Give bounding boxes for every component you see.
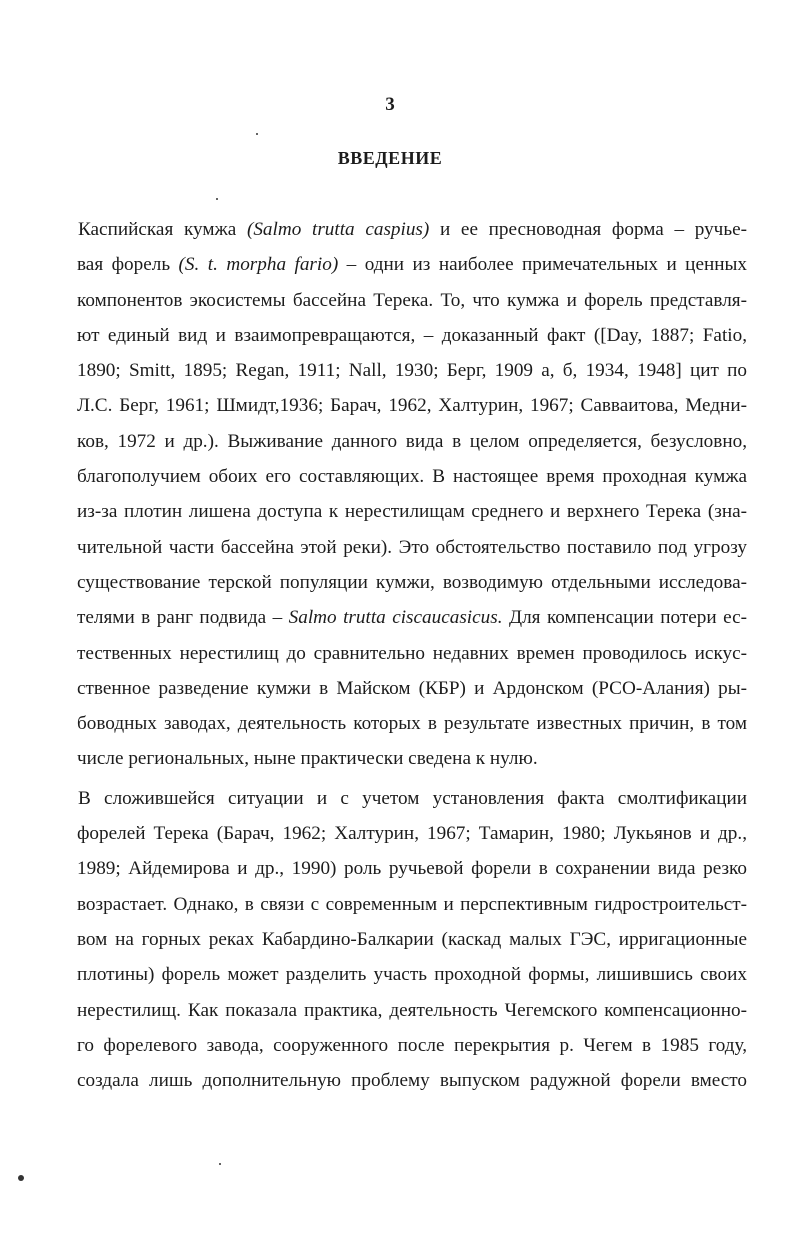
scan-speck <box>216 198 218 200</box>
paragraph-2 <box>77 781 747 1099</box>
text-line: вом на горных реках Кабардино-Балкарии (каскад малых ГЭС, ирригационные <box>77 928 747 950</box>
text-line: возрастает. Однако, в связи с современным и перспективным гидростроительст- <box>77 893 747 915</box>
text-line: компонентов экосистемы бассейна Терека. То, что кумжа и форель представля- <box>77 289 747 311</box>
text-line: ственное разведение кумжи в Майском (КБР) и Ардонском (РСО-Алания) ры- <box>77 677 747 699</box>
scan-speck <box>18 1175 24 1181</box>
page-number: 3 <box>385 94 395 115</box>
species-name: (Salmo trutta caspius) <box>246 219 430 240</box>
section-heading: ВВЕДЕНИЕ <box>337 148 443 168</box>
text-line: го форелевого завода, сооруженного после перекрытия р. Чегем в 1985 году, <box>77 1034 747 1056</box>
text-line: плотины) форель может разделить участь проходной формы, лишившись своих <box>77 964 747 986</box>
species-name: Salmo trutta ciscaucasicus. <box>288 607 503 629</box>
text-line: из-за плотин лишена доступа к нерестилищам среднего и верхнего Терека (зна- <box>77 501 747 523</box>
species-name: (S. t. morpha fario) <box>178 254 339 276</box>
text-line: боводных заводах, деятельность которых в результате известных причин, в том <box>77 713 747 735</box>
text-line: ков, 1972 и др.). Выживание данного вида в целом определяется, безусловно, <box>77 430 747 452</box>
paragraph-1 <box>77 212 747 777</box>
text-line: существование терской популяции кумжи, возводимую отдельными исследова- <box>77 571 747 593</box>
scan-speck <box>256 133 258 135</box>
text-line: нерестилищ. Как показала практика, деятельность Чегемского компенсационно- <box>77 999 747 1021</box>
text-line: тественных нерестилищ до сравнительно недавних времен проводилось искус- <box>77 642 747 664</box>
text-line: В сложившейся ситуации и с учетом установления факта смолтификации <box>78 787 747 809</box>
text-line: форелей Терека (Барач, 1962; Халтурин, 1967; Тамарин, 1980; Лукьянов и др., <box>77 823 747 845</box>
text-line: Каспийская кумжа (Salmo trutta caspius) и ее пресноводная форма – ручье- <box>78 219 747 240</box>
text-line: вая форель (S. t. morpha fario) – одни из наиболее примечательных и ценных <box>77 254 747 276</box>
text-line: телями в ранг подвида – Salmo trutta ciscaucasicus. Для компенсации потери ес- <box>77 607 748 629</box>
text-line: чительной части бассейна этой реки). Это обстоятельство поставило под угрозу <box>77 536 747 558</box>
body-text <box>77 212 747 1102</box>
scan-speck <box>219 1163 221 1165</box>
text-line: благополучием обоих его составляющих. В настоящее время проходная кумжа <box>77 466 747 488</box>
text-line: числе региональных, ныне практически сведена к нулю. <box>77 748 538 770</box>
text-line: 1890; Smitt, 1895; Regan, 1911; Nall, 1930; Берг, 1909 а, б, 1934, 1948] цит по <box>77 360 747 382</box>
text-line: создала лишь дополнительную проблему выпуском радужной форели вместо <box>77 1070 747 1092</box>
text-line: 1989; Айдемирова и др., 1990) роль ручьевой форели в сохранении вида резко <box>77 858 747 880</box>
text-line: Л.С. Берг, 1961; Шмидт,1936; Барач, 1962, Халтурин, 1967; Савваитова, Медни- <box>77 395 747 417</box>
text-line: ют единый вид и взаимопревращаются, – доказанный факт ([Day, 1887; Fatio, <box>77 324 747 346</box>
